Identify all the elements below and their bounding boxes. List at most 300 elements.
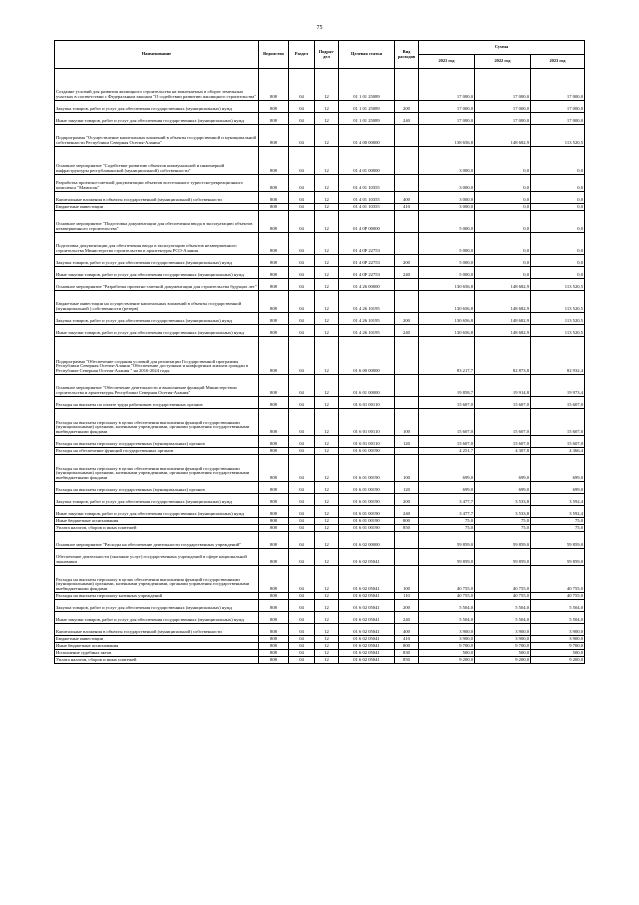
row-name-cell: Иные закупки товаров, работ и услуг для обеспечения государственных (муниципальных) нужд: [55, 325, 259, 337]
row-sum-2022-cell: 17 000,0: [475, 101, 531, 113]
row-sum-2022-cell: 148 682,9: [475, 291, 531, 313]
row-sum-2023-cell: 4 366,4: [531, 448, 585, 455]
row-sum-2021-cell: 5 000,0: [419, 211, 475, 233]
row-sum-2022-cell: 699,0: [475, 455, 531, 482]
row-target-article-cell: 01 6 02 05041: [339, 600, 395, 612]
row-sum-2021-cell: 5 000,0: [419, 267, 475, 279]
row-target-article-cell: 01 6 02 05041: [339, 549, 395, 566]
row-expense-type-cell: 410: [395, 636, 419, 643]
budget-table: [54, 40, 585, 664]
row-section-cell: 04: [289, 175, 315, 192]
row-sum-2021-cell: 75,0: [419, 518, 475, 525]
row-sum-2022-cell: 15 607,0: [475, 409, 531, 436]
row-ministry-cell: 808: [259, 147, 289, 175]
table-row: [55, 643, 585, 650]
table-row: [55, 506, 585, 518]
row-subsection-cell: 12: [315, 69, 339, 101]
row-expense-type-cell: 200: [395, 494, 419, 506]
row-target-article-cell: 01 1 01 25089: [339, 101, 395, 113]
table-row: [55, 101, 585, 113]
row-section-cell: 04: [289, 267, 315, 279]
row-sum-2023-cell: 19 973,4: [531, 375, 585, 397]
row-name-cell: Закупка товаров, работ и услуг для обеспечения государственных (муниципальных) нужд: [55, 313, 259, 325]
row-section-cell: 04: [289, 204, 315, 211]
row-section-cell: 04: [289, 325, 315, 337]
row-expense-type-cell: 240: [395, 267, 419, 279]
row-sum-2022-cell: 4 307,8: [475, 448, 531, 455]
row-sum-2021-cell: 699,0: [419, 455, 475, 482]
row-ministry-cell: 808: [259, 409, 289, 436]
row-sum-2023-cell: 17 000,0: [531, 101, 585, 113]
row-target-article-cell: 01 1 01 25089: [339, 113, 395, 125]
row-target-article-cell: 01 6 01 00110: [339, 409, 395, 436]
row-sum-2023-cell: 113 520,5: [531, 325, 585, 337]
row-sum-2021-cell: 59 859,0: [419, 532, 475, 549]
row-expense-type-cell: [395, 448, 419, 455]
header-year-2022: 2022 год: [475, 55, 531, 69]
row-subsection-cell: 12: [315, 518, 339, 525]
row-name-cell: Разработка проектно-сметной документации объектов всесезонного туристско-рекреационного комплекса "Мамисон": [55, 175, 259, 192]
row-sum-2022-cell: 59 859,0: [475, 549, 531, 566]
row-name-cell: Расходы на выплаты персоналу казенных учреждений: [55, 593, 259, 600]
row-name-cell: Капитальные вложения в объекты государственной (муниципальной) собственности: [55, 624, 259, 636]
row-ministry-cell: 808: [259, 337, 289, 375]
row-name-cell: Основное мероприятие "Обеспечение деятельности и выполнение функций Министерством строительства и архитектуры Республики Северная Осетия-Алания": [55, 375, 259, 397]
header-ministry: Ведомство: [259, 41, 289, 69]
row-sum-2021-cell: 9 200,0: [419, 657, 475, 664]
table-row: [55, 455, 585, 482]
row-name-cell: Подпрограмма "Обеспечение создания условий для реализации Государственной программы Республики Северная Осетия-Алания "Обеспечение доступным и комфортным жильем граждан в Республике Северная Осетия-Алания " на 2016-2024 годы: [55, 337, 259, 375]
row-subsection-cell: 12: [315, 375, 339, 397]
row-name-cell: Капитальные вложения в объекты государственной (муниципальной) собственности: [55, 192, 259, 204]
row-target-article-cell: 01 4 0Р 00000: [339, 211, 395, 233]
row-ministry-cell: 808: [259, 192, 289, 204]
row-section-cell: 04: [289, 636, 315, 643]
row-sum-2023-cell: 17 000,0: [531, 69, 585, 101]
row-section-cell: 04: [289, 506, 315, 518]
row-ministry-cell: 808: [259, 233, 289, 255]
row-expense-type-cell: 800: [395, 643, 419, 650]
row-sum-2022-cell: 0,0: [475, 175, 531, 192]
row-section-cell: 04: [289, 624, 315, 636]
row-sum-2022-cell: 699,0: [475, 482, 531, 494]
row-name-cell: Основное мероприятие "Расходы на обеспечение деятельности государственных учреждений": [55, 532, 259, 549]
row-target-article-cell: 01 6 01 00190: [339, 525, 395, 532]
row-sum-2021-cell: 75,0: [419, 525, 475, 532]
row-name-cell: Уплата налогов, сборов и иных платежей: [55, 525, 259, 532]
row-subsection-cell: 12: [315, 612, 339, 624]
row-sum-2022-cell: 0,0: [475, 192, 531, 204]
row-sum-2021-cell: 15 607,0: [419, 397, 475, 409]
row-ministry-cell: 808: [259, 566, 289, 593]
row-name-cell: Расходы на выплаты персоналу в целях обеспечения выполнения функций государственными (муниципальными) органами, казенными учреждениями, органами управления государственными внебюджетными фондами: [55, 409, 259, 436]
row-expense-type-cell: [395, 175, 419, 192]
row-ministry-cell: 808: [259, 375, 289, 397]
row-sum-2023-cell: 59 859,0: [531, 532, 585, 549]
table-row: [55, 291, 585, 313]
row-target-article-cell: 01 6 02 05041: [339, 636, 395, 643]
row-ministry-cell: 808: [259, 506, 289, 518]
row-sum-2022-cell: 148 682,9: [475, 125, 531, 147]
row-sum-2021-cell: 3 900,0: [419, 636, 475, 643]
row-subsection-cell: 12: [315, 101, 339, 113]
row-section-cell: 04: [289, 69, 315, 101]
row-subsection-cell: 12: [315, 636, 339, 643]
row-sum-2022-cell: 5 504,0: [475, 600, 531, 612]
row-sum-2021-cell: 3 000,0: [419, 175, 475, 192]
row-name-cell: Создание условий для развития жилищного строительства на вовлекаемых в оборот земельных участках в соответствии с Федеральным законом "О содействии развитию жилищного строительства": [55, 69, 259, 101]
table-row: [55, 69, 585, 101]
table-row: [55, 593, 585, 600]
table-row: [55, 566, 585, 593]
row-sum-2022-cell: 148 682,9: [475, 325, 531, 337]
row-name-cell: Расходы на выплаты персоналу государственных (муниципальных) органов: [55, 436, 259, 448]
row-sum-2021-cell: 130 656,8: [419, 325, 475, 337]
row-subsection-cell: 12: [315, 624, 339, 636]
row-expense-type-cell: [395, 147, 419, 175]
row-sum-2021-cell: 59 859,0: [419, 549, 475, 566]
row-subsection-cell: 12: [315, 125, 339, 147]
row-ministry-cell: 808: [259, 291, 289, 313]
row-sum-2022-cell: 0,0: [475, 147, 531, 175]
row-sum-2022-cell: 82 873,8: [475, 337, 531, 375]
row-sum-2021-cell: 19 858,7: [419, 375, 475, 397]
row-subsection-cell: 12: [315, 204, 339, 211]
table-row: [55, 125, 585, 147]
row-sum-2022-cell: 40 755,0: [475, 593, 531, 600]
table-row: [55, 192, 585, 204]
row-name-cell: Исполнение судебных актов: [55, 650, 259, 657]
row-sum-2022-cell: 5 504,0: [475, 612, 531, 624]
row-ministry-cell: 808: [259, 211, 289, 233]
row-sum-2023-cell: 75,0: [531, 525, 585, 532]
row-section-cell: 04: [289, 192, 315, 204]
row-ministry-cell: 808: [259, 204, 289, 211]
row-sum-2022-cell: 75,0: [475, 518, 531, 525]
row-expense-type-cell: 200: [395, 600, 419, 612]
header-year-2021: 2021 год: [419, 55, 475, 69]
header-sum: Сумма: [419, 41, 585, 55]
row-expense-type-cell: 100: [395, 455, 419, 482]
row-subsection-cell: 12: [315, 175, 339, 192]
row-sum-2022-cell: 148 682,9: [475, 313, 531, 325]
row-sum-2021-cell: 9 700,0: [419, 643, 475, 650]
table-row: [55, 267, 585, 279]
row-target-article-cell: 01 4 01 10355: [339, 192, 395, 204]
row-expense-type-cell: [395, 337, 419, 375]
row-name-cell: Бюджетные инвестиции на осуществление капитальных вложений в объекты государственной (муниципальной ) собственности (резерв): [55, 291, 259, 313]
row-sum-2021-cell: 17 000,0: [419, 113, 475, 125]
table-row: [55, 494, 585, 506]
row-expense-type-cell: [395, 211, 419, 233]
row-name-cell: Иные бюджетные ассигнования: [55, 518, 259, 525]
row-sum-2022-cell: 0,0: [475, 267, 531, 279]
row-sum-2022-cell: 15 607,0: [475, 397, 531, 409]
row-sum-2022-cell: 19 914,8: [475, 375, 531, 397]
row-sum-2023-cell: 15 607,0: [531, 409, 585, 436]
row-target-article-cell: 01 6 00 00000: [339, 337, 395, 375]
row-sum-2023-cell: 0,0: [531, 175, 585, 192]
row-expense-type-cell: 850: [395, 657, 419, 664]
row-section-cell: 04: [289, 125, 315, 147]
row-target-article-cell: 01 4 26 00000: [339, 279, 395, 291]
row-expense-type-cell: 410: [395, 204, 419, 211]
row-name-cell: Обеспечение деятельности (оказание услуг) государственных учреждений в сфере национальной экономики: [55, 549, 259, 566]
row-section-cell: 04: [289, 643, 315, 650]
row-sum-2023-cell: 3 900,0: [531, 624, 585, 636]
table-row: [55, 397, 585, 409]
row-expense-type-cell: [395, 125, 419, 147]
row-ministry-cell: 808: [259, 436, 289, 448]
row-subsection-cell: 12: [315, 325, 339, 337]
row-sum-2022-cell: 9 200,0: [475, 657, 531, 664]
row-expense-type-cell: 110: [395, 593, 419, 600]
row-sum-2023-cell: 0,0: [531, 267, 585, 279]
row-sum-2023-cell: 113 520,5: [531, 125, 585, 147]
row-sum-2022-cell: 148 682,9: [475, 279, 531, 291]
row-sum-2021-cell: 15 607,0: [419, 409, 475, 436]
page-number: 75: [316, 25, 323, 31]
row-expense-type-cell: 240: [395, 506, 419, 518]
row-name-cell: Иные закупки товаров, работ и услуг для обеспечения государственных (муниципальных) нужд: [55, 267, 259, 279]
row-expense-type-cell: 400: [395, 624, 419, 636]
row-ministry-cell: 808: [259, 69, 289, 101]
row-section-cell: 04: [289, 397, 315, 409]
row-subsection-cell: 12: [315, 532, 339, 549]
row-name-cell: Иные закупки товаров, работ и услуг для обеспечения государственных (муниципальных) нужд: [55, 113, 259, 125]
row-subsection-cell: 12: [315, 255, 339, 267]
table-row: [55, 409, 585, 436]
row-sum-2021-cell: 3 477,7: [419, 506, 475, 518]
row-subsection-cell: 12: [315, 657, 339, 664]
row-name-cell: Расходы на выплаты персоналу в целях обеспечения выполнения функций государственными (муниципальными) органами, казенными учреждениями, органами управления государственными внебюджетными фондами: [55, 455, 259, 482]
row-target-article-cell: 01 4 0Р 22753: [339, 255, 395, 267]
row-name-cell: Расходы на выплаты персоналу государственных (муниципальных) органов: [55, 482, 259, 494]
row-sum-2023-cell: 0,0: [531, 204, 585, 211]
row-section-cell: 04: [289, 291, 315, 313]
row-ministry-cell: 808: [259, 650, 289, 657]
table-row: [55, 600, 585, 612]
row-subsection-cell: 12: [315, 192, 339, 204]
header-name: Наименование: [55, 41, 259, 69]
row-expense-type-cell: [395, 549, 419, 566]
row-subsection-cell: 12: [315, 337, 339, 375]
row-section-cell: 04: [289, 600, 315, 612]
row-subsection-cell: 12: [315, 494, 339, 506]
row-target-article-cell: 01 4 26 10195: [339, 291, 395, 313]
row-sum-2021-cell: 5 000,0: [419, 233, 475, 255]
row-sum-2022-cell: 0,0: [475, 211, 531, 233]
row-section-cell: 04: [289, 518, 315, 525]
row-expense-type-cell: [395, 532, 419, 549]
row-ministry-cell: 808: [259, 255, 289, 267]
row-section-cell: 04: [289, 113, 315, 125]
header-expense-type: Вид расходов: [395, 41, 419, 69]
row-section-cell: 04: [289, 566, 315, 593]
row-sum-2023-cell: 75,0: [531, 518, 585, 525]
table-row: [55, 612, 585, 624]
row-expense-type-cell: [395, 233, 419, 255]
row-target-article-cell: 01 6 01 00190: [339, 448, 395, 455]
row-sum-2021-cell: 5 504,0: [419, 612, 475, 624]
row-subsection-cell: 12: [315, 409, 339, 436]
row-sum-2023-cell: 3 592,4: [531, 506, 585, 518]
row-section-cell: 04: [289, 255, 315, 267]
row-sum-2021-cell: 17 000,0: [419, 69, 475, 101]
table-row: [55, 532, 585, 549]
row-ministry-cell: 808: [259, 101, 289, 113]
row-expense-type-cell: 400: [395, 192, 419, 204]
row-sum-2023-cell: 3 900,0: [531, 636, 585, 643]
row-section-cell: 04: [289, 455, 315, 482]
row-name-cell: Иные бюджетные ассигнования: [55, 643, 259, 650]
row-sum-2022-cell: 17 000,0: [475, 113, 531, 125]
header-target-article: Целевая статья: [339, 41, 395, 69]
row-sum-2021-cell: 5 000,0: [419, 255, 475, 267]
row-sum-2022-cell: 500,0: [475, 650, 531, 657]
row-sum-2021-cell: 130 656,8: [419, 313, 475, 325]
table-row: [55, 255, 585, 267]
row-subsection-cell: 12: [315, 313, 339, 325]
row-target-article-cell: 01 6 01 00190: [339, 506, 395, 518]
row-name-cell: Закупка товаров, работ и услуг для обеспечения государственных (муниципальных) нужд: [55, 494, 259, 506]
row-sum-2023-cell: 113 520,5: [531, 279, 585, 291]
row-sum-2023-cell: 9 200,0: [531, 657, 585, 664]
row-ministry-cell: 808: [259, 455, 289, 482]
row-subsection-cell: 12: [315, 566, 339, 593]
row-sum-2023-cell: 5 504,0: [531, 600, 585, 612]
row-ministry-cell: 808: [259, 624, 289, 636]
row-subsection-cell: 12: [315, 506, 339, 518]
row-sum-2022-cell: 0,0: [475, 233, 531, 255]
row-ministry-cell: 808: [259, 267, 289, 279]
row-ministry-cell: 808: [259, 448, 289, 455]
row-name-cell: Расходы на выплаты по оплате труда работников государственных органов: [55, 397, 259, 409]
row-sum-2021-cell: 83 217,7: [419, 337, 475, 375]
row-subsection-cell: 12: [315, 211, 339, 233]
row-expense-type-cell: [395, 291, 419, 313]
row-sum-2021-cell: 500,0: [419, 650, 475, 657]
row-expense-type-cell: 800: [395, 518, 419, 525]
row-target-article-cell: 01 6 02 00000: [339, 532, 395, 549]
row-sum-2022-cell: 75,0: [475, 525, 531, 532]
row-sum-2021-cell: 5 504,0: [419, 600, 475, 612]
row-section-cell: 04: [289, 494, 315, 506]
row-sum-2023-cell: 113 520,5: [531, 313, 585, 325]
row-sum-2023-cell: 500,0: [531, 650, 585, 657]
row-sum-2022-cell: 40 755,0: [475, 566, 531, 593]
table-row: [55, 113, 585, 125]
table-row: [55, 233, 585, 255]
row-target-article-cell: 01 6 01 00190: [339, 482, 395, 494]
row-name-cell: Подготовка документации для обеспечения ввода в эксплуатацию объектов незавершенного строительства Министерства строительства и архитектуры РСО-Алания: [55, 233, 259, 255]
row-expense-type-cell: 200: [395, 101, 419, 113]
row-sum-2023-cell: 699,0: [531, 455, 585, 482]
row-expense-type-cell: 120: [395, 436, 419, 448]
row-target-article-cell: 01 4 26 10195: [339, 325, 395, 337]
row-section-cell: 04: [289, 549, 315, 566]
row-target-article-cell: 01 6 02 05041: [339, 566, 395, 593]
row-section-cell: 04: [289, 279, 315, 291]
row-section-cell: 04: [289, 233, 315, 255]
row-name-cell: Иные закупки товаров, работ и услуг для обеспечения государственных (муниципальных) нужд: [55, 506, 259, 518]
table-row: [55, 436, 585, 448]
table-row: [55, 279, 585, 291]
row-expense-type-cell: [395, 375, 419, 397]
row-ministry-cell: 808: [259, 279, 289, 291]
row-section-cell: 04: [289, 211, 315, 233]
row-name-cell: Закупка товаров, работ и услуг для обеспечения государственных (муниципальных) нужд: [55, 600, 259, 612]
row-sum-2023-cell: 15 607,0: [531, 436, 585, 448]
row-ministry-cell: 808: [259, 175, 289, 192]
row-section-cell: 04: [289, 482, 315, 494]
table-row: [55, 147, 585, 175]
row-name-cell: Основное мероприятие "Подготовка документации для обеспечения ввода в эксплуатацию объектов незавершенного строительства": [55, 211, 259, 233]
row-target-article-cell: 01 4 01 10355: [339, 175, 395, 192]
table-row: [55, 313, 585, 325]
row-subsection-cell: 12: [315, 233, 339, 255]
row-subsection-cell: 12: [315, 593, 339, 600]
row-sum-2021-cell: 138 656,8: [419, 125, 475, 147]
row-subsection-cell: 12: [315, 455, 339, 482]
row-target-article-cell: 01 6 02 05041: [339, 657, 395, 664]
row-target-article-cell: 01 6 02 05041: [339, 650, 395, 657]
table-row: [55, 211, 585, 233]
row-ministry-cell: 808: [259, 549, 289, 566]
row-ministry-cell: 808: [259, 657, 289, 664]
row-expense-type-cell: 100: [395, 409, 419, 436]
row-sum-2021-cell: 130 656,8: [419, 291, 475, 313]
row-subsection-cell: 12: [315, 279, 339, 291]
row-target-article-cell: 01 4 01 00000: [339, 147, 395, 175]
row-sum-2023-cell: 59 859,0: [531, 549, 585, 566]
row-target-article-cell: 01 6 01 00190: [339, 455, 395, 482]
row-section-cell: 04: [289, 313, 315, 325]
row-subsection-cell: 12: [315, 643, 339, 650]
row-expense-type-cell: [395, 279, 419, 291]
row-ministry-cell: 808: [259, 643, 289, 650]
row-sum-2022-cell: 3 533,8: [475, 506, 531, 518]
row-ministry-cell: 808: [259, 113, 289, 125]
row-name-cell: Бюджетные инвестиции: [55, 636, 259, 643]
row-ministry-cell: 808: [259, 125, 289, 147]
row-name-cell: Подпрограмма "Осуществление капитальных вложений в объекты государственной и муниципальной собственности Республики Северная Осетия-Алания": [55, 125, 259, 147]
row-expense-type-cell: 830: [395, 650, 419, 657]
row-ministry-cell: 808: [259, 397, 289, 409]
table-row: [55, 482, 585, 494]
header-section: Раздел: [289, 41, 315, 69]
row-section-cell: 04: [289, 525, 315, 532]
row-sum-2023-cell: 0,0: [531, 192, 585, 204]
row-name-cell: Расходы на выплаты персоналу в целях обеспечения выполнения функций государственными (муниципальными) органами, казенными учреждениями, органами управления государственными внебюджетными фондами: [55, 566, 259, 593]
table-row: [55, 624, 585, 636]
row-sum-2022-cell: 0,0: [475, 204, 531, 211]
row-sum-2021-cell: 3 000,0: [419, 204, 475, 211]
row-section-cell: 04: [289, 337, 315, 375]
row-section-cell: 04: [289, 409, 315, 436]
row-target-article-cell: 01 6 02 05041: [339, 624, 395, 636]
table-row: [55, 448, 585, 455]
table-row: [55, 518, 585, 525]
row-sum-2022-cell: 15 607,0: [475, 436, 531, 448]
row-sum-2023-cell: 17 000,0: [531, 113, 585, 125]
row-sum-2022-cell: 17 000,0: [475, 69, 531, 101]
table-row: [55, 337, 585, 375]
row-sum-2022-cell: 59 859,0: [475, 532, 531, 549]
row-subsection-cell: 12: [315, 482, 339, 494]
row-sum-2023-cell: 0,0: [531, 255, 585, 267]
header-year-2023: 2023 год: [531, 55, 585, 69]
